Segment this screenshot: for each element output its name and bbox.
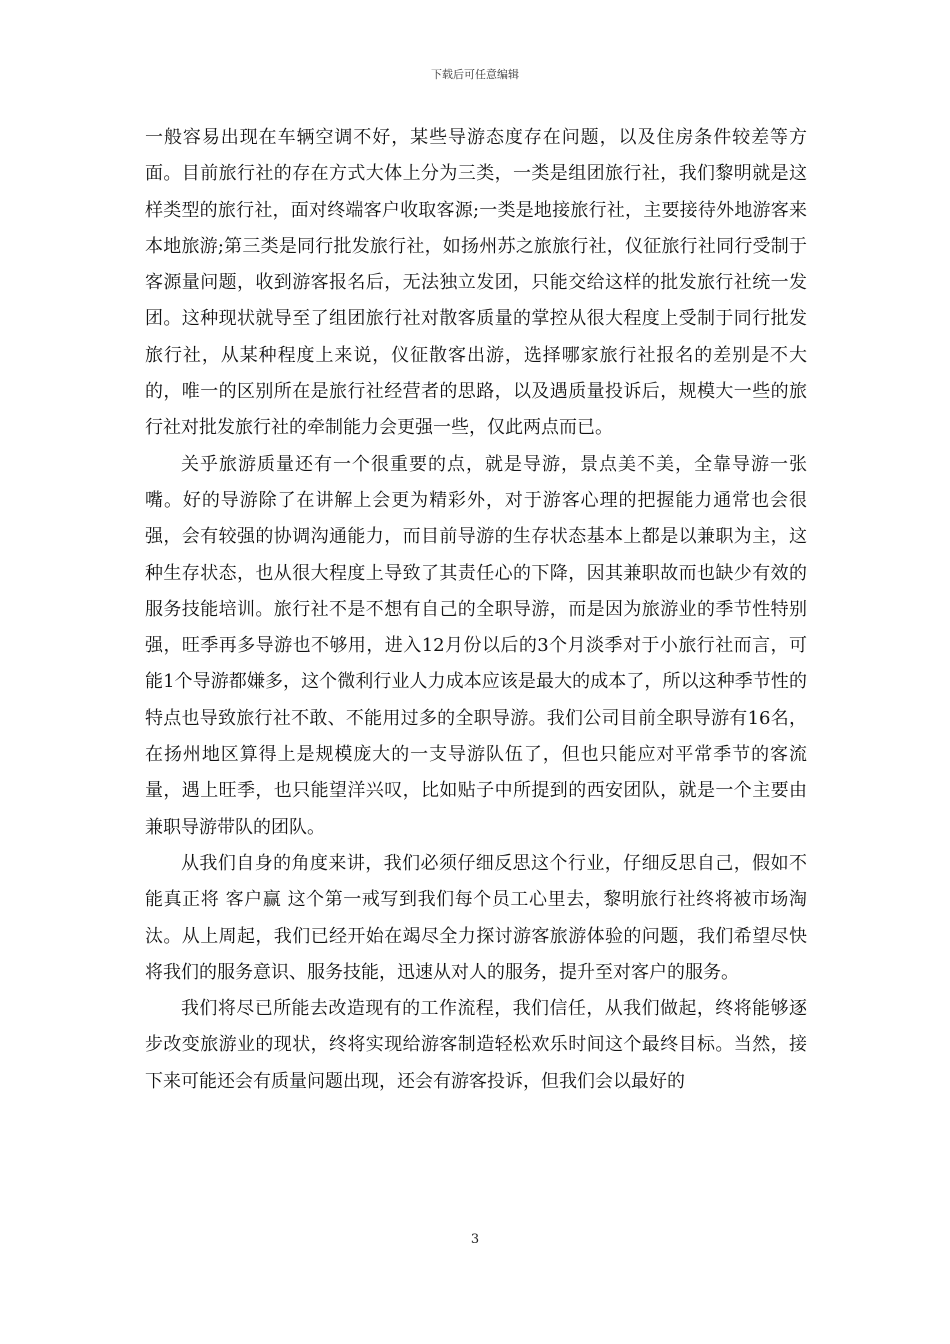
page-number: 3	[470, 1232, 480, 1247]
document-body	[145, 120, 807, 1100]
paragraph-1: 一般容易出现在车辆空调不好，某些导游态度存在问题，以及住房条件较差等方面。目前旅行社的存在方式大体上分为三类，一类是组团旅行社，我们黎明就是这样类型的旅行社，面对终端客户收取客源;一类是地接旅行社，主要接待外地游客来本地旅游;第三类是同行批发旅行社，如扬州苏之旅旅行社，仪征旅行社同行受制于客源量问题，收到游客报名后，无法独立发团，只能交给这样的批发旅行社统一发团。这种现状就导至了组团旅行社对散客质量的掌控从很大程度上受制于同行批发旅行社，从某种程度上来说，仪征散客出游，选择哪家旅行社报名的差别是不大的，唯一的区别所在是旅行社经营者的思路，以及遇质量投诉后，规模大一些的旅行社对批发旅行社的牵制能力会更强一些，仅此两点而已。	[145, 127, 807, 439]
paragraph-3: 从我们自身的角度来讲，我们必须仔细反思这个行业，仔细反思自己，假如不能真正将 客户赢 这个第一戒写到我们每个员工心里去，黎明旅行社终将被市场淘汰。从上周起，我们已经开始在竭尽全力探讨游客旅游体验的问题，我们希望尽快将我们的服务意识、服务技能，迅速从对人的服务，提升至对客户的服务。	[145, 852, 807, 983]
paragraph-4: 我们将尽已所能去改造现有的工作流程，我们信任，从我们做起，终将能够逐步改变旅游业的现状，终将实现给游客制造轻松欢乐时间这个最终目标。当然，接下来可能还会有质量问题出现，还会有游客投诉，但我们会以最好的	[145, 998, 807, 1092]
paragraph-2: 关乎旅游质量还有一个很重要的点，就是导游，景点美不美，全靠导游一张嘴。好的导游除了在讲解上会更为精彩外，对于游客心理的把握能力通常也会很强，会有较强的协调沟通能力，而目前导游的生存状态基本上都是以兼职为主，这种生存状态，也从很大程度上导致了其责任心的下降，因其兼职故而也缺少有效的服务技能培训。旅行社不是不想有自己的全职导游，而是因为旅游业的季节性特别强，旺季再多导游也不够用，进入12月份以后的3个月淡季对于小旅行社而言，可能1个导游都嫌多，这个微利行业人力成本应该是最大的成本了，所以这种季节性的特点也导致旅行社不敢、不能用过多的全职导游。我们公司目前全职导游有16名，在扬州地区算得上是规模庞大的一支导游队伍了，但也只能应对平常季节的客流量，遇上旺季，也只能望洋兴叹，比如贴子中所提到的西安团队，就是一个主要由兼职导游带队的团队。	[145, 453, 807, 838]
page-header: 下载后可任意编辑	[431, 68, 519, 81]
